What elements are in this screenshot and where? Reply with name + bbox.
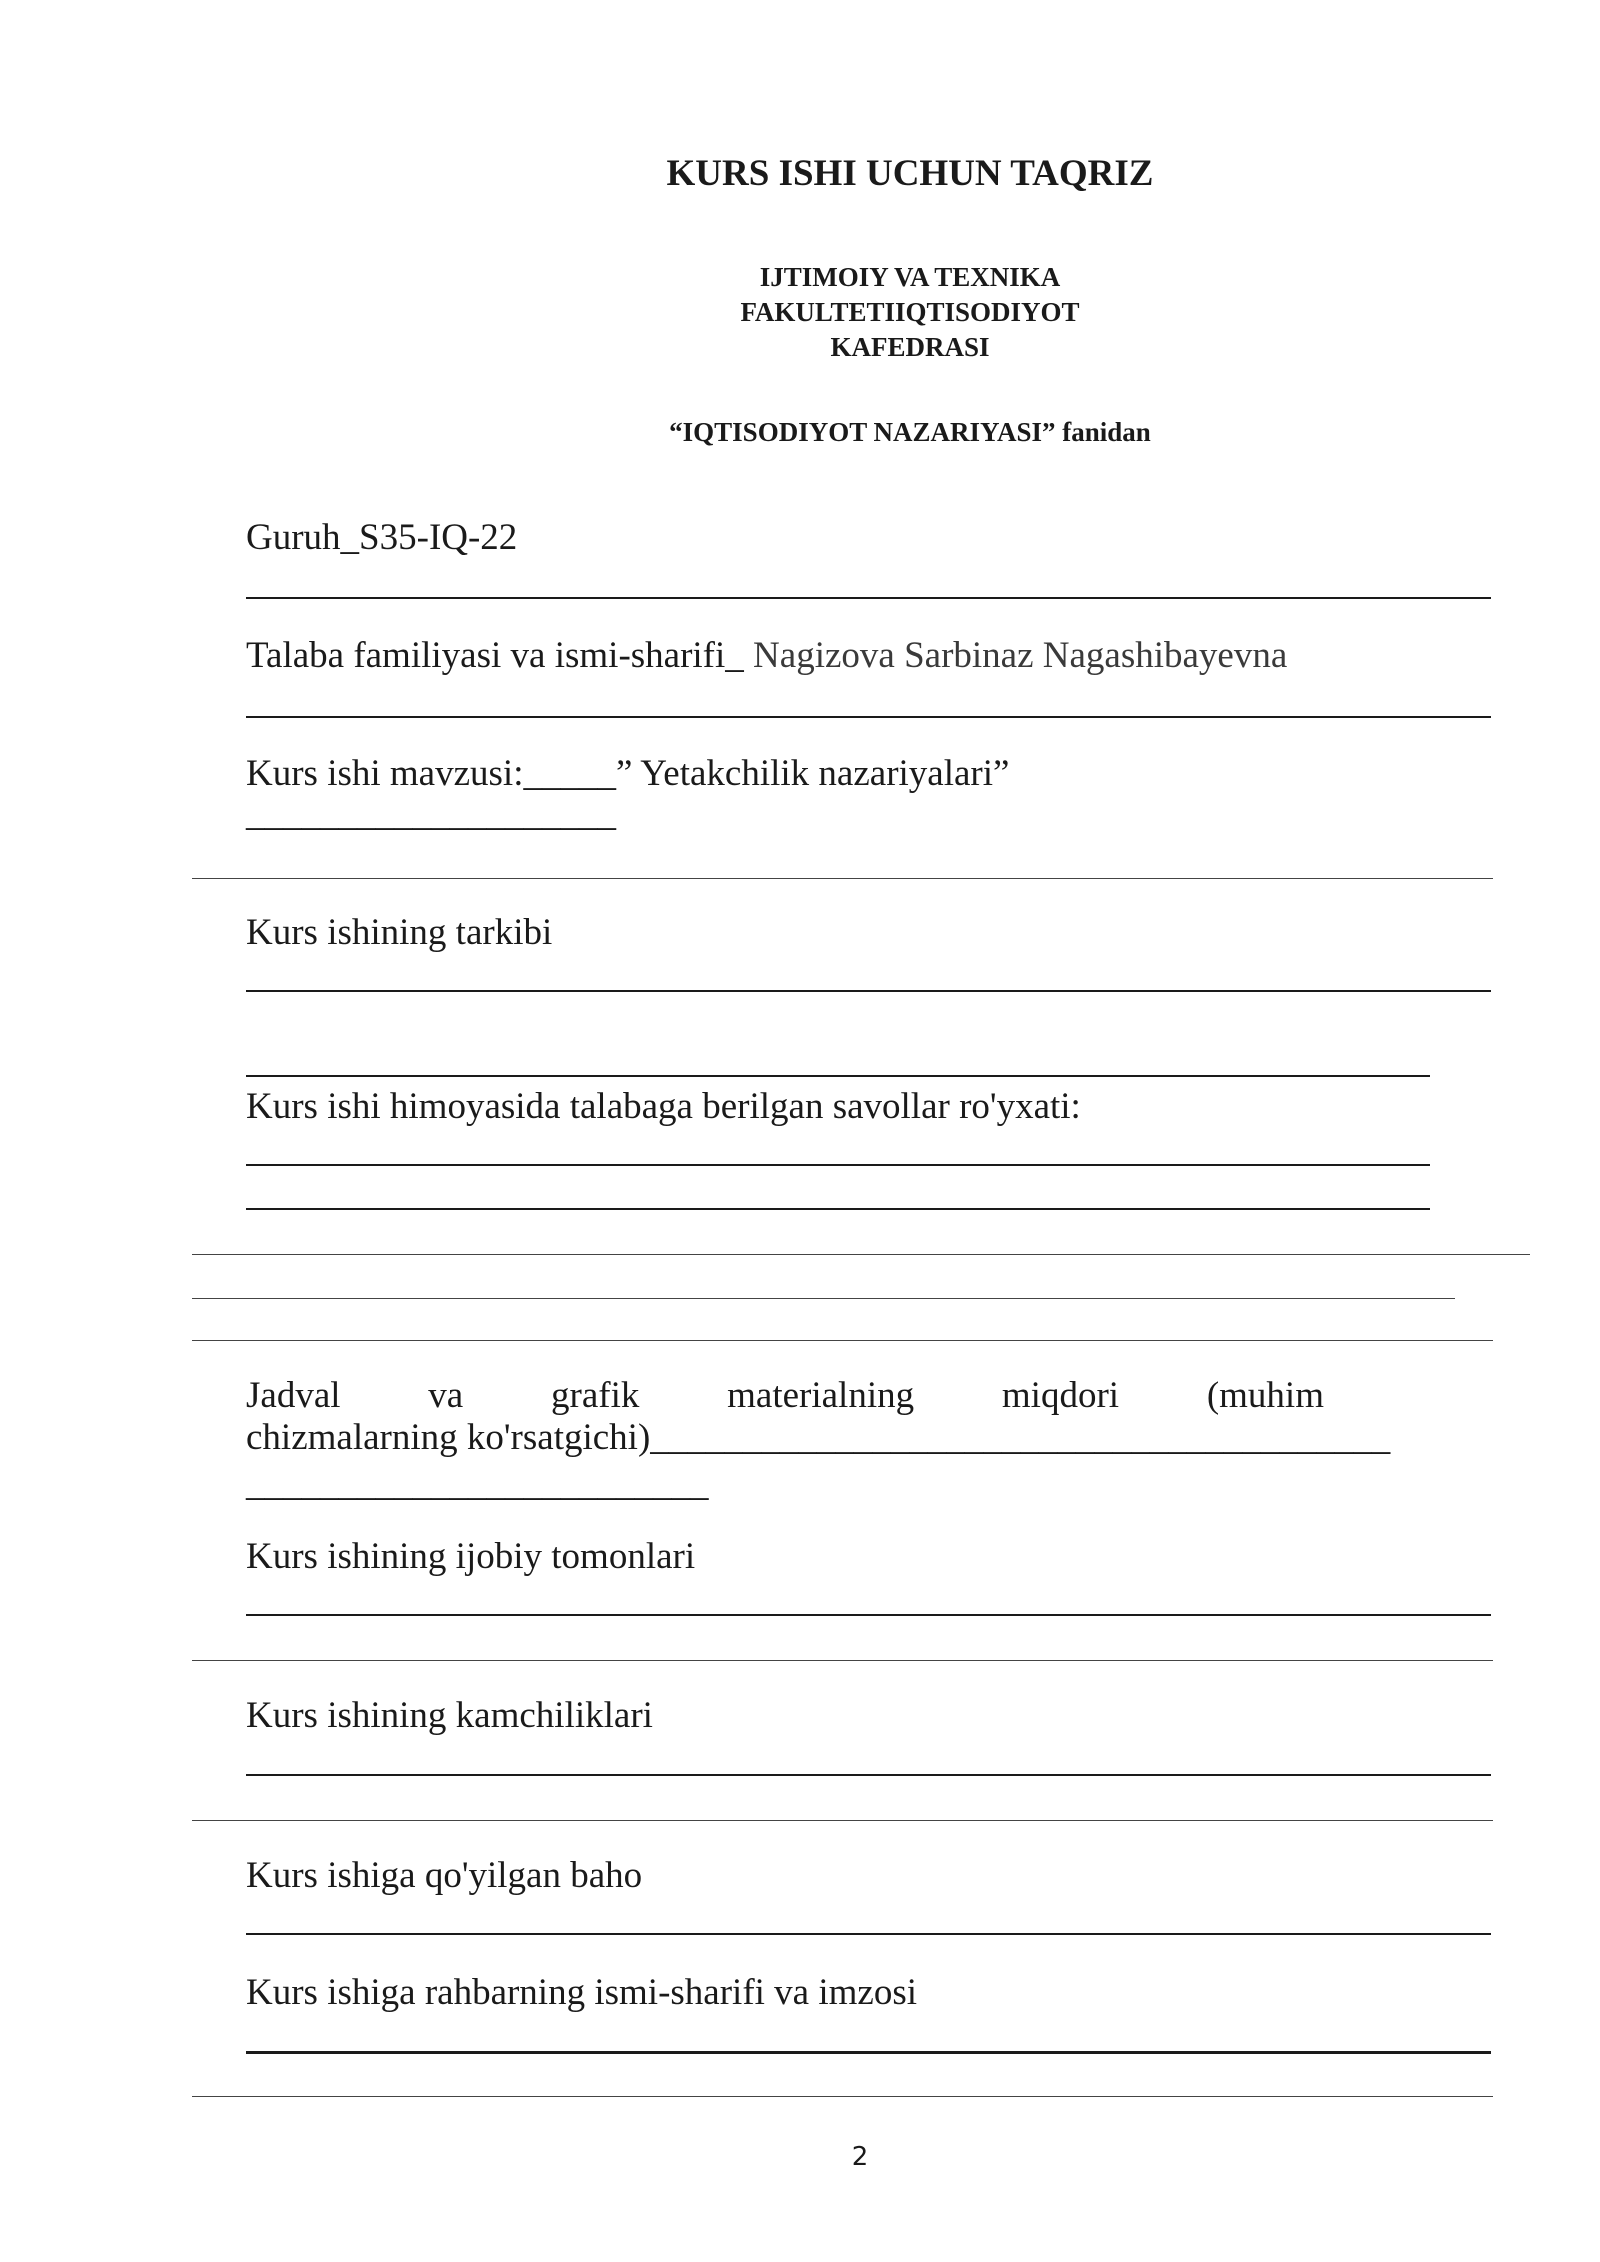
shortcomings-separator xyxy=(192,1820,1493,1821)
questions-label: Kurs ishi himoyasida talabaga berilgan savollar ro'yxati: xyxy=(246,1086,1081,1127)
questions-separator-2 xyxy=(192,1298,1455,1299)
structure-underline-2 xyxy=(246,1075,1430,1077)
page-number: 2 xyxy=(851,2142,869,2172)
tables-label-line-2: chizmalarning ko'rsatgichi)________________________________________ xyxy=(246,1417,1391,1458)
questions-underline-2 xyxy=(246,1208,1430,1210)
group-underline xyxy=(246,597,1491,599)
shortcomings-underline xyxy=(246,1774,1491,1776)
student-name-value: Nagizova Sarbinaz Nagashibayevna xyxy=(753,635,1288,676)
tables-underline-text: _________________________ xyxy=(246,1463,709,1504)
subject-heading: “IQTISODIYOT NAZARIYASI” fanidan xyxy=(669,417,1151,447)
positives-underline xyxy=(246,1614,1491,1616)
tables-label-line-1: Jadval va grafik materialning miqdori (muhim xyxy=(246,1375,1324,1416)
structure-underline-1 xyxy=(246,990,1491,992)
structure-label: Kurs ishining tarkibi xyxy=(246,912,553,953)
document-title: KURS ISHI UCHUN TAQRIZ xyxy=(666,153,1154,194)
positives-label: Kurs ishining ijobiy tomonlari xyxy=(246,1536,696,1577)
questions-separator-1 xyxy=(192,1254,1530,1255)
department-heading xyxy=(0,260,1600,365)
supervisor-label: Kurs ishiga rahbarning ismi-sharifi va imzosi xyxy=(246,1972,918,2013)
supervisor-separator xyxy=(192,2096,1493,2097)
topic-label: Kurs ishi mavzusi:_____ xyxy=(246,753,616,794)
student-name-underline xyxy=(246,716,1491,718)
department-line-1: IJTIMOIY VA TEXNIKA xyxy=(759,262,1061,292)
grade-label: Kurs ishiga qo'yilgan baho xyxy=(246,1855,643,1896)
positives-separator xyxy=(192,1660,1493,1661)
questions-separator-3 xyxy=(192,1340,1493,1341)
department-line-3: KAFEDRASI xyxy=(830,332,990,362)
supervisor-underline xyxy=(246,2051,1491,2054)
department-line-2: FAKULTETIIQTISODIYOT xyxy=(740,297,1080,327)
questions-underline-1 xyxy=(246,1164,1430,1166)
topic-underline-text: ____________________ xyxy=(246,793,616,834)
topic-value: ” Yetakchilik nazariyalari” xyxy=(615,753,1010,794)
topic-field xyxy=(246,752,1009,795)
topic-separator xyxy=(192,878,1493,879)
student-name-field xyxy=(246,634,1287,677)
shortcomings-label: Kurs ishining kamchiliklari xyxy=(246,1695,653,1736)
grade-underline xyxy=(246,1933,1491,1935)
student-name-label: Talaba familiyasi va ismi-sharifi_ xyxy=(246,635,754,676)
group-field: Guruh_S35-IQ-22 xyxy=(246,517,518,558)
